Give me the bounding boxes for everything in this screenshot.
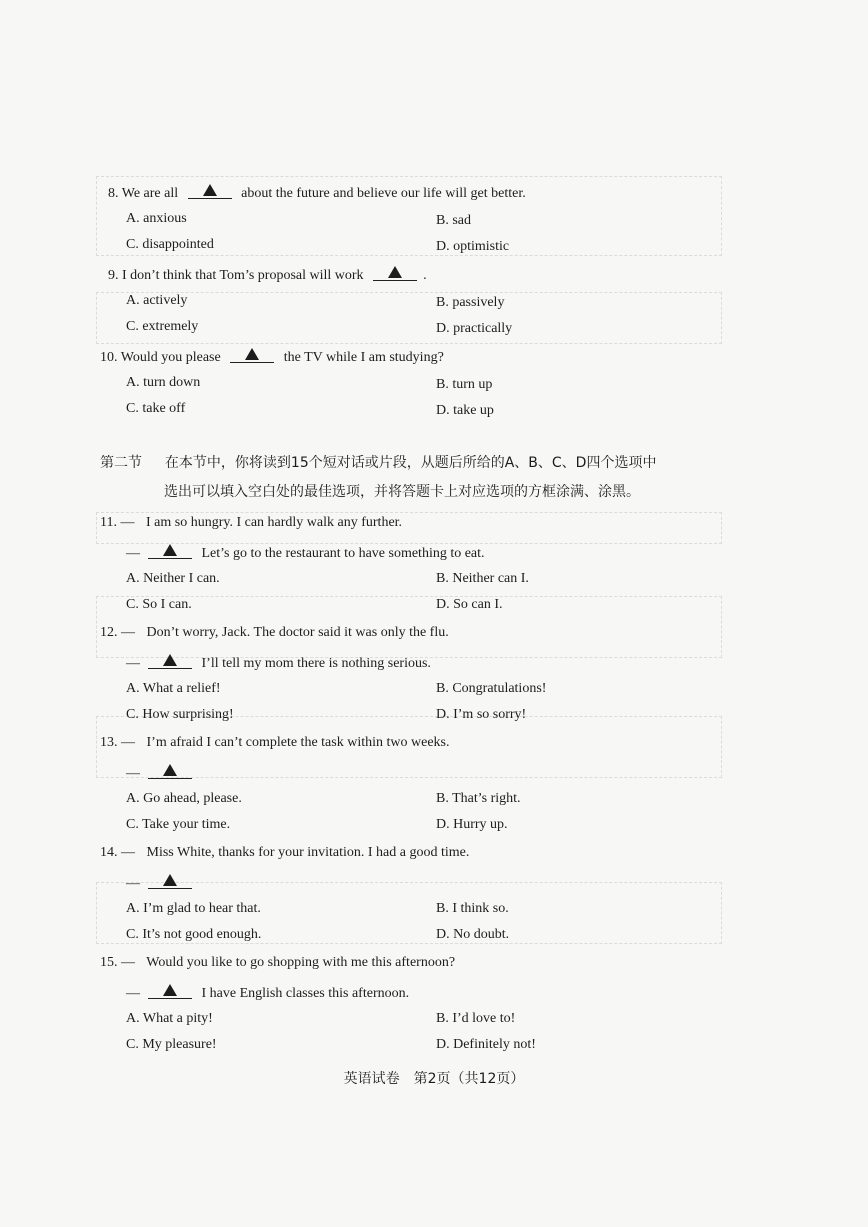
question-number: 13. xyxy=(100,735,118,750)
section-label: 第二节 xyxy=(100,455,142,471)
speaker-line: I am so hungry. I can hardly walk any further. xyxy=(145,515,403,530)
option-a: A. anxious xyxy=(126,211,187,226)
reply-text: I have English classes this afternoon. xyxy=(201,986,410,1001)
dash: — xyxy=(126,546,140,561)
question-number: 15. xyxy=(100,955,118,970)
dash: — xyxy=(120,515,135,530)
option-d: D. So can I. xyxy=(436,597,503,612)
reply-line xyxy=(126,982,409,1003)
option-b: B. turn up xyxy=(436,377,493,392)
answer-blank xyxy=(148,982,192,999)
reply-line xyxy=(126,762,198,783)
option-b: B. I think so. xyxy=(436,901,509,916)
option-b: B. passively xyxy=(436,295,505,310)
option-c: C. My pleasure! xyxy=(126,1037,217,1052)
question-number: 12. xyxy=(100,625,118,640)
question-text-post: the TV while I am studying? xyxy=(283,350,444,365)
question-number: 14. xyxy=(100,845,118,860)
dash: — xyxy=(126,766,140,781)
option-d: D. Hurry up. xyxy=(436,817,508,832)
question-text-pre: We are all xyxy=(121,186,179,201)
question-12 xyxy=(100,624,449,642)
dash: — xyxy=(121,845,135,860)
speaker-line: Would you like to go shopping with me this afternoon? xyxy=(146,955,456,970)
dash: — xyxy=(126,876,140,891)
option-b: B. sad xyxy=(436,213,471,228)
triangle-icon xyxy=(388,266,402,278)
option-b: B. Neither can I. xyxy=(436,571,529,586)
reply-text: Let’s go to the restaurant to have something to eat. xyxy=(201,546,485,561)
triangle-icon xyxy=(163,544,177,556)
reply-text: I’ll tell my mom there is nothing serious. xyxy=(201,656,431,671)
option-c: C. How surprising! xyxy=(126,707,234,722)
option-c: C. It’s not good enough. xyxy=(126,927,262,942)
question-number: 9. xyxy=(108,268,119,283)
question-14 xyxy=(100,844,469,862)
option-b: B. Congratulations! xyxy=(436,681,547,696)
answer-blank xyxy=(148,872,192,889)
question-number: 8. xyxy=(108,186,119,201)
reply-line xyxy=(126,872,198,893)
dash: — xyxy=(126,986,140,1001)
triangle-icon xyxy=(163,654,177,666)
triangle-icon xyxy=(163,764,177,776)
answer-blank xyxy=(373,264,417,281)
section-instructions-1: 在本节中，你将读到15个短对话或片段，从题后所给的A、B、C、D四个选项中 xyxy=(164,455,657,471)
option-d: D. optimistic xyxy=(436,239,510,254)
question-number: 11. xyxy=(100,515,117,530)
question-10 xyxy=(100,346,444,367)
reply-line xyxy=(126,542,485,563)
dash: — xyxy=(121,735,135,750)
option-a: A. turn down xyxy=(126,375,201,390)
answer-blank xyxy=(148,762,192,779)
triangle-icon xyxy=(203,184,217,196)
answer-blank xyxy=(148,652,192,669)
answer-blank xyxy=(188,182,232,199)
option-d: D. practically xyxy=(436,321,513,336)
option-c: C. take off xyxy=(126,401,186,416)
triangle-icon xyxy=(163,984,177,996)
option-a: A. Neither I can. xyxy=(126,571,220,586)
option-a: A. actively xyxy=(126,293,188,308)
question-text-post: . xyxy=(423,268,427,283)
option-a: A. What a relief! xyxy=(126,681,221,696)
question-number: 10. xyxy=(100,350,118,365)
section-heading xyxy=(100,454,656,472)
option-a: A. Go ahead, please. xyxy=(126,791,242,806)
question-8 xyxy=(108,182,526,203)
dash: — xyxy=(121,955,135,970)
answer-blank xyxy=(230,346,274,363)
dash: — xyxy=(121,625,135,640)
option-d: D. I’m so sorry! xyxy=(436,707,527,722)
option-b: B. That’s right. xyxy=(436,791,521,806)
question-9 xyxy=(108,264,427,285)
reply-line xyxy=(126,652,431,673)
answer-blank xyxy=(148,542,192,559)
question-15 xyxy=(100,954,455,972)
option-d: D. take up xyxy=(436,403,494,418)
option-c: C. extremely xyxy=(126,319,199,334)
option-b: B. I’d love to! xyxy=(436,1011,516,1026)
option-d: D. No doubt. xyxy=(436,927,510,942)
speaker-line: Miss White, thanks for your invitation. I had a good time. xyxy=(146,845,470,860)
option-c: C. Take your time. xyxy=(126,817,231,832)
triangle-icon xyxy=(163,874,177,886)
question-13 xyxy=(100,734,449,752)
speaker-line: Don’t worry, Jack. The doctor said it was only the flu. xyxy=(146,625,449,640)
option-a: A. I’m glad to hear that. xyxy=(126,901,261,916)
question-11 xyxy=(100,514,402,532)
speaker-line: I’m afraid I can’t complete the task within two weeks. xyxy=(146,735,450,750)
question-text-pre: I don’t think that Tom’s proposal will work xyxy=(122,268,364,283)
question-text-pre: Would you please xyxy=(120,350,221,365)
option-d: D. Definitely not! xyxy=(436,1037,536,1052)
option-a: A. What a pity! xyxy=(126,1011,213,1026)
option-c: C. disappointed xyxy=(126,237,214,252)
dash: — xyxy=(126,656,140,671)
page-footer: 英语试卷 第2页（共12页） xyxy=(343,1071,525,1087)
option-c: C. So I can. xyxy=(126,597,192,612)
section-instructions-2: 选出可以填入空白处的最佳选项，并将答题卡上对应选项的方框涂满、涂黑。 xyxy=(164,484,640,500)
question-text-post: about the future and believe our life will get better. xyxy=(241,186,526,201)
triangle-icon xyxy=(245,348,259,360)
